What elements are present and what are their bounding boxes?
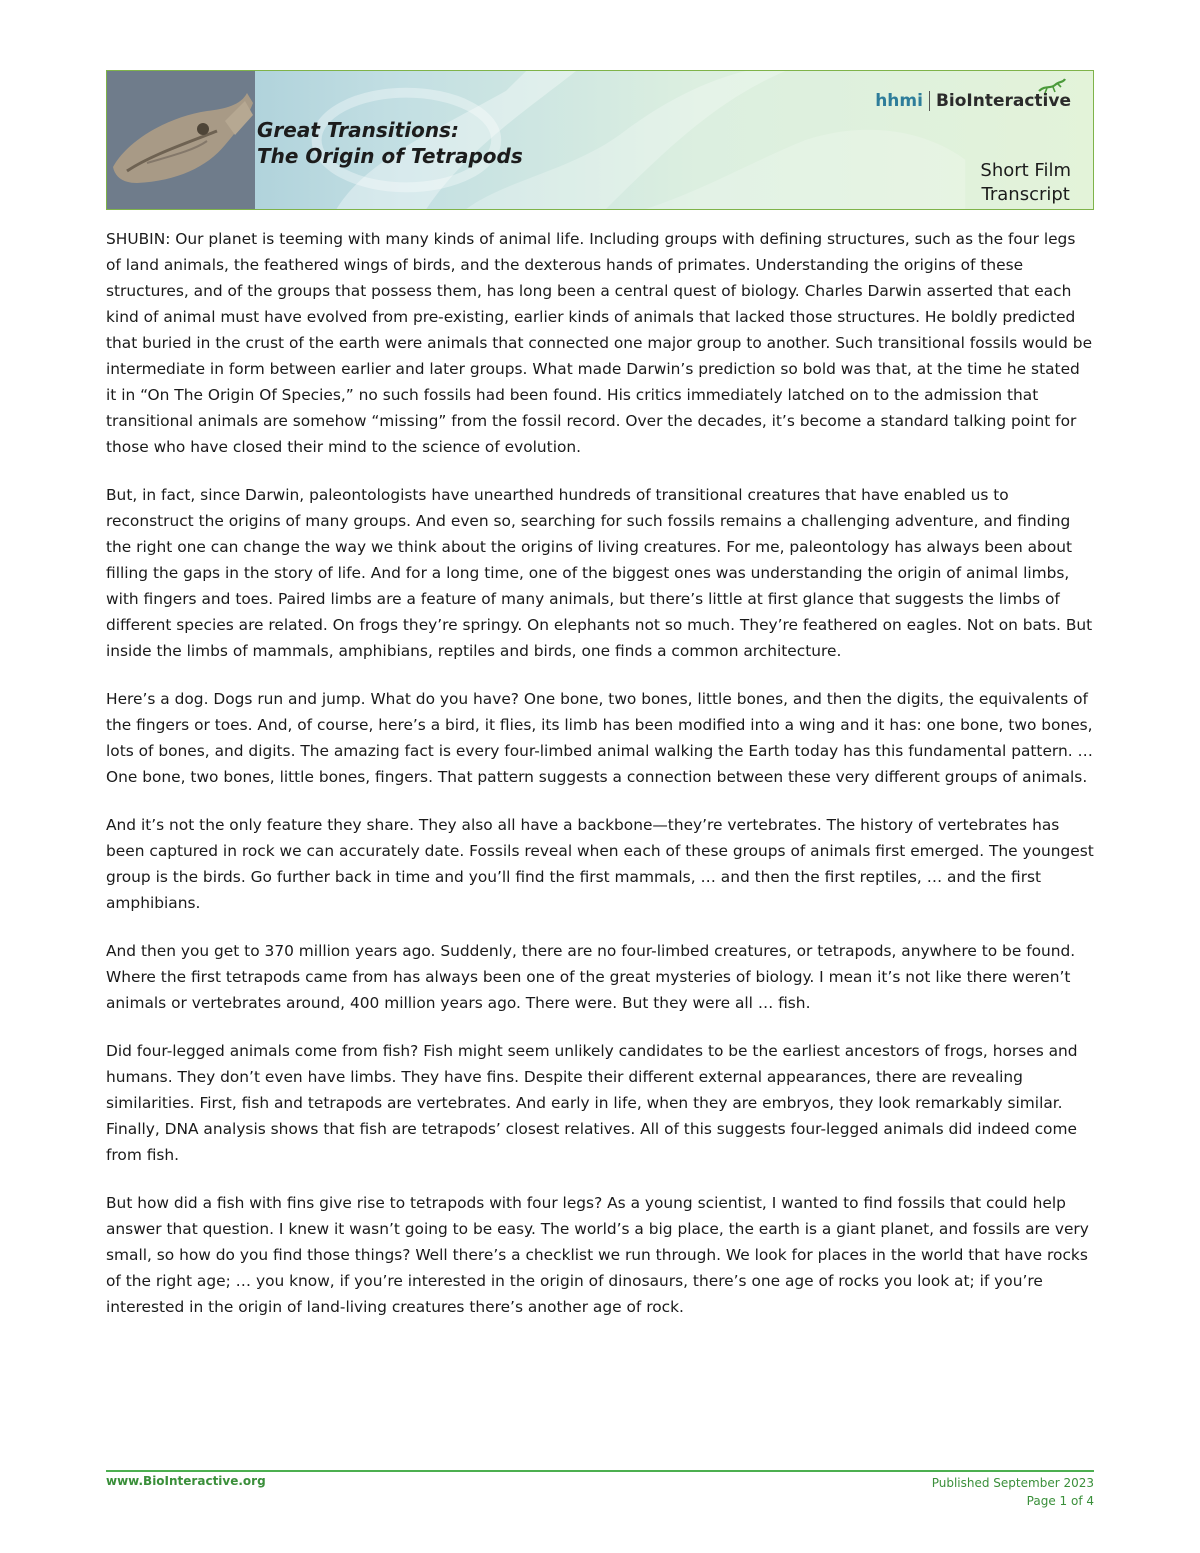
title-line-1: Great Transitions: (257, 118, 459, 142)
page-number: Page 1 of 4 (1026, 1494, 1094, 1508)
paragraph: And then you get to 370 million years ago. Suddenly, there are no four-limbed creatures, or tetrapods, anywhere to be found. Where the first tetrapods came from has always been one of the great mysteries of biology. I mean it’s not like there weren’t animals or vertebrates around, 400 million years ago. There were. But they were all … fish. (106, 942, 1076, 1012)
paragraph: And it’s not the only feature they share. They also all have a backbone—they’re vertebrates. The history of vertebrates has been captured in rock we can accurately date. Fossils reveal when each of these groups of animals first emerged. The youngest group is the birds. Go further back in time and you’ll find the first mammals, … and then the first reptiles, … and the first amphibians. (106, 816, 1094, 912)
paragraph: But how did a fish with fins give rise to tetrapods with four legs? As a young scientist, I wanted to find fossils that could help answer that question. I knew it wasn’t going to be easy. The world’s a big place, the earth is a giant planet, and fossils are very small, so how do you find those things? Well there’s a checklist we run through. We look for places in the world that have rocks of the right age; … you know, if you’re interested in the origin of dinosaurs, there’s one age of rocks you look at; if you’re interested in the origin of land-living creatures there’s another age of rock. (106, 1194, 1089, 1316)
fossil-skull-image (107, 71, 255, 210)
paragraph: But, in fact, since Darwin, paleontologists have unearthed hundreds of transitional creatures that have enabled us to reconstruct the origins of many groups. And even so, searching for such fossils remains a challenging adventure, and finding the right one can change the way we think about the origins of living creatures. For me, paleontology has always been about filling the gaps in the story of life. And for a long time, one of the biggest ones was understanding the origin of animal limbs, with fingers and toes. Paired limbs are a feature of many animals, but there’s little at first glance that suggests the limbs of different species are related. On frogs they’re springy. On elephants not so much. They’re feathered on eagles. Not on bats. But inside the limbs of mammals, amphibians, reptiles and birds, one finds a common architecture. (106, 486, 1093, 660)
document-title (257, 117, 523, 169)
lizard-logo-icon (1037, 77, 1067, 97)
brand-logo (875, 91, 1071, 111)
transcript-body (106, 226, 1094, 1342)
brand-name: BioInteractive (935, 91, 1071, 111)
paragraph: Did four-legged animals come from fish? Fish might seem unlikely candidates to be the earliest ancestors of frogs, horses and humans. They don’t even have limbs. They have fins. Despite their different external appearances, there are revealing similarities. First, fish and tetrapods are vertebrates. And early in life, when they are embryos, they look remarkably similar. Finally, DNA analysis shows that fish are tetrapods’ closest relatives. All of this suggests four-legged animals did indeed come from fish. (106, 1042, 1078, 1164)
paragraph: SHUBIN: Our planet is teeming with many kinds of animal life. Including groups with defining structures, such as the four legs of land animals, the feathered wings of birds, and the dexterous hands of primates. Understanding the origins of these structures, and of the groups that possess them, has long been a central quest of biology. Charles Darwin asserted that each kind of animal must have evolved from pre-existing, earlier kinds of animals that lacked those structures. He boldly predicted that buried in the crust of the earth were animals that connected one major group to another. Such transitional fossils would be intermediate in form between earlier and later groups. What made Darwin’s prediction so bold was that, at the time he stated it in “On The Origin Of Species,” no such fossils had been found. His critics immediately latched on to the admission that transitional animals are somehow “missing” from the fossil record. Over the decades, it’s become a standard talking point for those who have closed their mind to the science of evolution. (106, 230, 1093, 456)
brand-separator (929, 91, 930, 111)
brand-hhmi: hhmi (875, 91, 923, 111)
title-line-2: The Origin of Tetrapods (257, 144, 523, 168)
header-banner (106, 70, 1094, 210)
doc-type-line-2: Transcript (981, 184, 1070, 205)
footer-meta (932, 1474, 1094, 1510)
document-type (980, 159, 1071, 207)
doc-type-line-1: Short Film (980, 160, 1071, 181)
paragraph: Here’s a dog. Dogs run and jump. What do you have? One bone, two bones, little bones, and then the digits, the equivalents of the fingers or toes. And, of course, here’s a bird, it flies, its limb has been modified into a wing and it has: one bone, two bones, lots of bones, and digits. The amazing fact is every four-limbed animal walking the Earth today has this fundamental pattern. … One bone, two bones, little bones, fingers. That pattern suggests a connection between these very different groups of animals. (106, 690, 1093, 786)
footer-website-link[interactable]: www.BioInteractive.org (106, 1474, 266, 1488)
footer-divider (106, 1470, 1094, 1472)
published-date: Published September 2023 (931, 1476, 1094, 1490)
